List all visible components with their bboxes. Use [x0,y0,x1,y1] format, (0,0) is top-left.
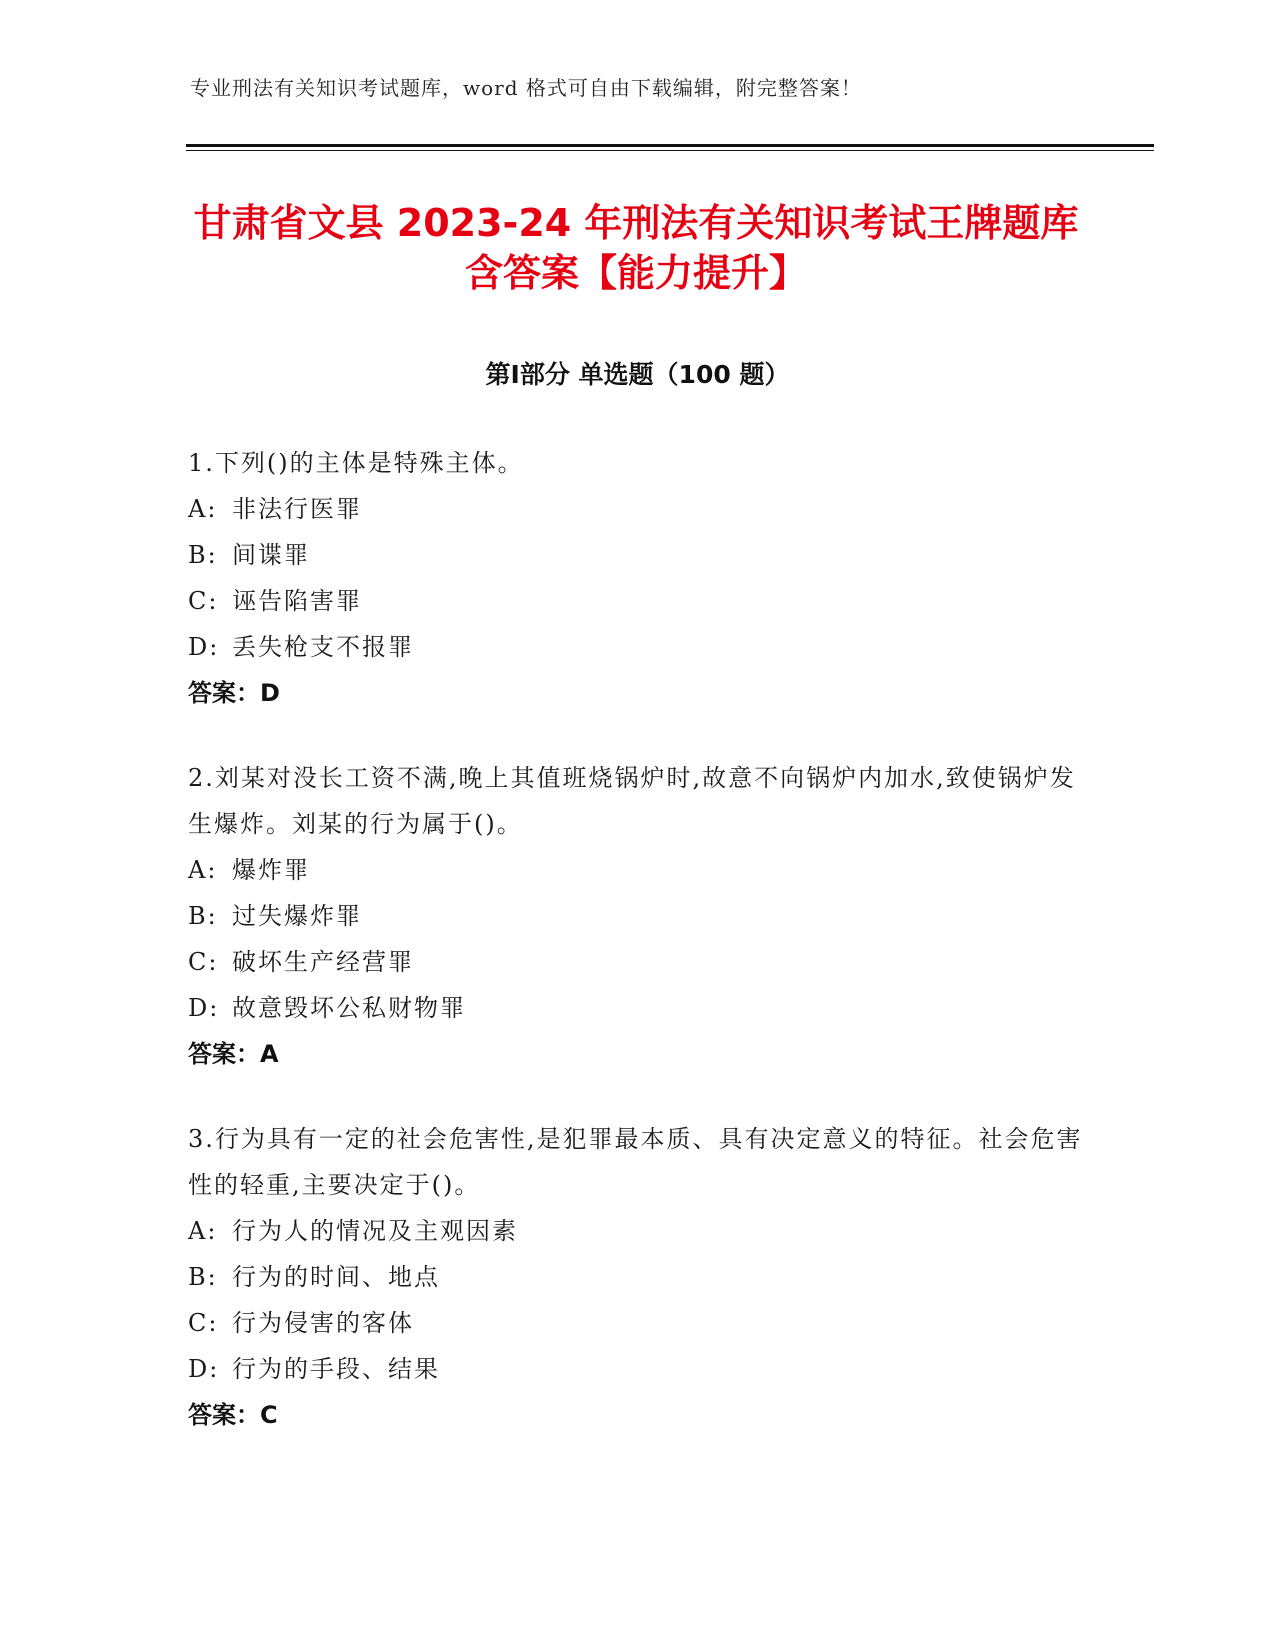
option-a [188,486,1088,532]
question-stem: 1.下列()的主体是特殊主体。 [188,449,524,477]
question-1 [188,440,1088,716]
question-stem: 2.刘某对没长工资不满,晚上其值班烧锅炉时,故意不向锅炉内加水,致使锅炉发生爆炸。刘某的行为属于()。 [188,764,1076,838]
option-letter: A: [188,856,218,884]
option-d [188,1346,1088,1392]
option-text: 行为的手段、结果 [232,1355,440,1383]
option-letter: C: [188,587,219,615]
option-text: 爆炸罪 [232,856,310,884]
option-c [188,1300,1088,1346]
option-text: 行为侵害的客体 [232,1309,414,1337]
option-letter: D: [188,994,220,1022]
answer-line: 答案：C [188,1401,278,1429]
option-text: 故意毁坏公私财物罪 [232,994,466,1022]
option-c [188,578,1088,624]
option-letter: B: [188,902,218,930]
option-letter: D: [188,1355,220,1383]
option-a [188,1208,1088,1254]
option-d [188,985,1088,1031]
option-text: 行为的时间、地点 [232,1263,440,1291]
option-b [188,1254,1088,1300]
option-text: 间谍罪 [232,541,310,569]
option-text: 非法行医罪 [232,495,362,523]
option-letter: A: [188,495,218,523]
option-text: 诬告陷害罪 [232,587,362,615]
question-2 [188,755,1088,1077]
section-title: 第Ⅰ部分 单选题（100 题） [485,360,790,389]
option-c [188,939,1088,985]
option-letter: A: [188,1217,218,1245]
option-b [188,532,1088,578]
header-rule-thin [186,150,1154,151]
header-rule-thick [186,144,1154,147]
option-letter: B: [188,1263,218,1291]
option-letter: C: [188,1309,219,1337]
option-text: 行为人的情况及主观因素 [232,1217,518,1245]
question-list [188,440,1088,1477]
question-3 [188,1116,1088,1438]
option-letter: C: [188,948,219,976]
option-a [188,847,1088,893]
document-title: 甘肃省文县 2023-24 年刑法有关知识考试王牌题库含答案【能力提升】 [193,201,1079,295]
option-b [188,893,1088,939]
answer-line: 答案：A [188,1040,279,1068]
option-text: 丢失枪支不报罪 [232,633,414,661]
option-text: 破坏生产经营罪 [232,948,414,976]
option-letter: B: [188,541,218,569]
option-text: 过失爆炸罪 [232,902,362,930]
option-letter: D: [188,633,220,661]
header-note: 专业刑法有关知识考试题库，word 格式可自由下载编辑，附完整答案！ [190,76,862,100]
answer-line: 答案：D [188,679,280,707]
question-stem: 3.行为具有一定的社会危害性,是犯罪最本质、具有决定意义的特征。社会危害性的轻重,主要决定于()。 [188,1125,1083,1199]
option-d [188,624,1088,670]
